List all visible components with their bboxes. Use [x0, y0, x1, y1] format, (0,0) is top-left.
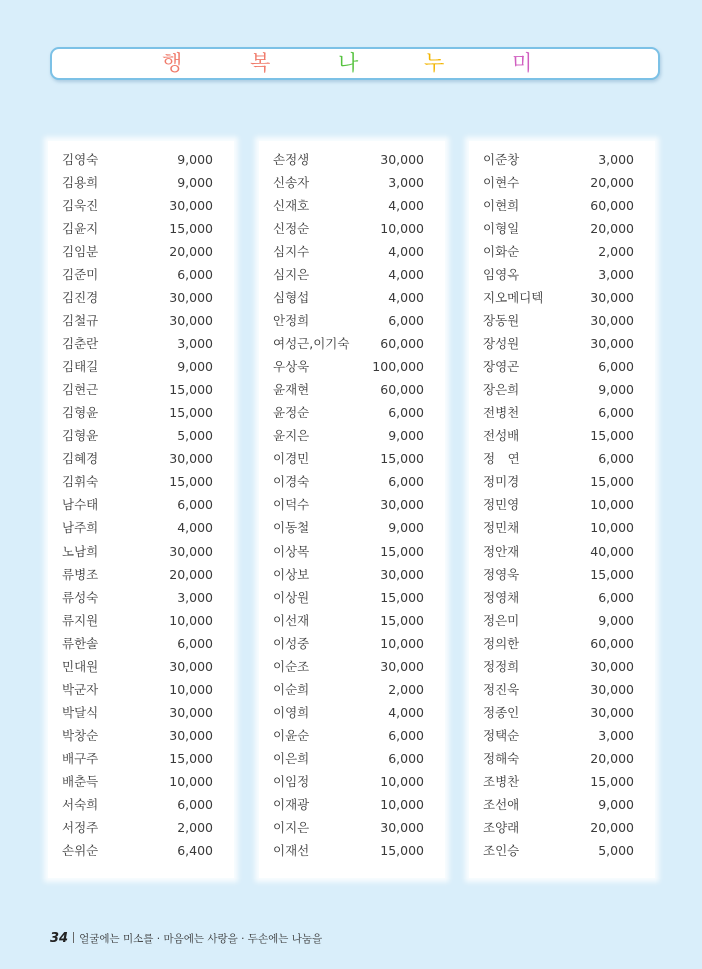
donation-amount: 30,000: [380, 658, 424, 674]
donation-amount: 4,000: [388, 198, 424, 214]
donor-name: 이형일: [483, 221, 520, 237]
donor-name: 이화순: [483, 244, 520, 260]
donor-row: [259, 449, 445, 469]
donor-name: 민대원: [62, 658, 99, 674]
donor-row: [48, 449, 234, 469]
donor-name: 남수태: [62, 497, 99, 513]
donor-row: [469, 680, 655, 700]
title-banner: [50, 47, 660, 80]
donation-amount: 30,000: [169, 658, 213, 674]
donation-amount: 15,000: [380, 612, 424, 628]
donation-amount: 9,000: [388, 520, 424, 536]
donor-name: 정민채: [483, 520, 520, 536]
donation-amount: 6,000: [177, 796, 213, 812]
donor-name: 신정순: [273, 221, 310, 237]
donor-row: [48, 749, 234, 769]
donation-amount: 20,000: [590, 175, 634, 191]
donor-row: [48, 242, 234, 262]
donor-name: 정택순: [483, 727, 520, 743]
donor-row: [469, 749, 655, 769]
donor-row: [469, 565, 655, 585]
donor-name: 김진경: [62, 290, 99, 306]
donor-row: [469, 472, 655, 492]
donor-row: [48, 150, 234, 170]
donor-row: [469, 818, 655, 838]
donor-row: [48, 472, 234, 492]
donation-amount: 6,000: [598, 359, 634, 375]
donor-row: [259, 380, 445, 400]
donor-name: 정종인: [483, 704, 520, 720]
donor-name: 이상원: [273, 589, 310, 605]
donor-name: 정 연: [483, 451, 520, 467]
donation-amount: 3,000: [598, 152, 634, 167]
donation-amount: 6,000: [177, 635, 213, 651]
donor-name: 장은희: [483, 382, 520, 398]
donation-amount: 9,000: [388, 428, 424, 444]
donor-name: 김임분: [62, 244, 99, 260]
donor-row: [48, 657, 234, 677]
donation-amount: 60,000: [380, 336, 424, 352]
donor-name: 이성중: [273, 635, 310, 651]
donor-row: [259, 749, 445, 769]
donor-row: [469, 150, 655, 170]
donation-amount: 3,000: [177, 589, 213, 605]
donation-amount: 30,000: [380, 497, 424, 513]
donation-amount: 6,000: [598, 405, 634, 421]
donor-name: 이재광: [273, 796, 310, 812]
donor-name: 신재호: [273, 198, 310, 214]
donor-row: [259, 357, 445, 377]
donor-name: 김철규: [62, 313, 99, 329]
page-footer: [50, 930, 322, 948]
donor-row: [259, 795, 445, 815]
donation-amount: 15,000: [590, 428, 634, 444]
title-char: 나: [338, 51, 359, 75]
donor-row: [469, 588, 655, 608]
donor-name: 신송자: [273, 175, 310, 191]
donor-row: [259, 726, 445, 746]
donor-name: 이순조: [273, 658, 310, 674]
donor-row: [259, 472, 445, 492]
donor-name: 김욱진: [62, 198, 99, 214]
donor-name: 이재선: [273, 842, 310, 858]
donor-row: [469, 265, 655, 285]
donor-row: [259, 657, 445, 677]
donation-amount: 2,000: [388, 681, 424, 697]
donor-row: [469, 357, 655, 377]
donor-row: [469, 403, 655, 423]
donor-row: [48, 288, 234, 308]
donor-name: 전성배: [483, 428, 520, 444]
donor-name: 서정주: [62, 819, 99, 835]
donation-amount: 6,000: [598, 451, 634, 467]
donor-name: 이현희: [483, 198, 520, 214]
donation-amount: 15,000: [169, 221, 213, 237]
donation-amount: 6,000: [388, 313, 424, 329]
donation-amount: 30,000: [590, 313, 634, 329]
donor-name: 심지수: [273, 244, 310, 260]
title-char: 행: [162, 51, 183, 75]
donor-row: [469, 518, 655, 538]
donor-row: [469, 173, 655, 193]
donation-amount: 4,000: [388, 704, 424, 720]
donation-amount: 10,000: [380, 635, 424, 651]
donation-amount: 6,400: [177, 842, 213, 858]
donor-name: 심형섭: [273, 290, 310, 306]
donation-amount: 30,000: [169, 451, 213, 467]
donor-row: [469, 449, 655, 469]
donor-row: [259, 588, 445, 608]
donor-name: 김춘란: [62, 336, 99, 352]
donor-row: [469, 611, 655, 631]
donor-name: 정해숙: [483, 750, 520, 766]
donation-amount: 30,000: [380, 152, 424, 167]
donation-amount: 60,000: [590, 198, 634, 214]
donation-amount: 9,000: [598, 382, 634, 398]
donation-amount: 15,000: [590, 773, 634, 789]
donor-row: [259, 818, 445, 838]
donation-amount: 30,000: [169, 198, 213, 214]
donation-amount: 40,000: [590, 543, 634, 559]
donor-name: 여성근,이기숙: [273, 336, 350, 352]
donor-row: [469, 288, 655, 308]
donation-amount: 20,000: [169, 244, 213, 260]
donor-row: [259, 542, 445, 562]
donation-amount: 10,000: [169, 612, 213, 628]
donation-amount: 2,000: [598, 244, 634, 260]
donation-amount: 30,000: [169, 313, 213, 329]
donor-name: 이동철: [273, 520, 310, 536]
donation-amount: 30,000: [380, 566, 424, 582]
donor-row: [259, 288, 445, 308]
donor-row: [259, 634, 445, 654]
donor-row: [48, 634, 234, 654]
donation-amount: 30,000: [169, 543, 213, 559]
footer-divider: [73, 932, 74, 943]
footer-slogan: 얼굴에는 미소를 · 마음에는 사랑을 · 두손에는 나눔을: [79, 933, 323, 945]
donor-name: 남주희: [62, 520, 99, 536]
donation-amount: 30,000: [590, 704, 634, 720]
donor-name: 이준창: [483, 152, 520, 167]
donor-row: [48, 703, 234, 723]
donor-name: 정미경: [483, 474, 520, 490]
donor-row: [48, 196, 234, 216]
donor-name: 우상욱: [273, 359, 310, 375]
donor-name: 이윤순: [273, 727, 310, 743]
donor-column-2: [259, 141, 445, 878]
donor-row: [48, 518, 234, 538]
donor-row: [48, 334, 234, 354]
donor-row: [48, 588, 234, 608]
donor-row: [48, 426, 234, 446]
donor-name: 이상목: [273, 543, 310, 559]
donation-amount: 15,000: [169, 405, 213, 421]
donor-row: [48, 495, 234, 515]
donation-amount: 6,000: [388, 405, 424, 421]
donation-amount: 20,000: [169, 566, 213, 582]
donor-row: [48, 542, 234, 562]
title-char: 복: [250, 51, 271, 75]
donor-row: [48, 565, 234, 585]
donor-name: 정정희: [483, 658, 520, 674]
donor-row: [48, 772, 234, 792]
donation-amount: 15,000: [380, 842, 424, 858]
donor-row: [48, 311, 234, 331]
donor-name: 지오메디텍: [483, 290, 544, 306]
donation-amount: 15,000: [169, 474, 213, 490]
donor-name: 김윤지: [62, 221, 99, 237]
donor-name: 노남희: [62, 543, 99, 559]
donor-row: [259, 426, 445, 446]
donation-amount: 100,000: [372, 359, 424, 375]
donor-name: 이선재: [273, 612, 310, 628]
donation-amount: 10,000: [590, 497, 634, 513]
donation-amount: 20,000: [590, 819, 634, 835]
donor-name: 장영곤: [483, 359, 520, 375]
donor-name: 류지원: [62, 612, 99, 628]
donor-row: [48, 380, 234, 400]
donation-amount: 2,000: [177, 819, 213, 835]
donation-amount: 10,000: [380, 221, 424, 237]
donor-name: 이은희: [273, 750, 310, 766]
donor-name: 조선애: [483, 796, 520, 812]
donor-name: 김혜경: [62, 451, 99, 467]
donor-row: [259, 311, 445, 331]
donor-row: [48, 841, 234, 861]
donor-name: 심지은: [273, 267, 310, 283]
donor-name: 장성원: [483, 336, 520, 352]
donation-amount: 10,000: [169, 681, 213, 697]
donation-amount: 5,000: [598, 842, 634, 858]
donation-amount: 9,000: [598, 796, 634, 812]
donor-name: 류성숙: [62, 589, 99, 605]
donor-name: 배춘득: [62, 773, 99, 789]
donor-row: [469, 334, 655, 354]
donation-amount: 30,000: [590, 658, 634, 674]
donor-row: [469, 426, 655, 446]
donation-amount: 9,000: [177, 152, 213, 167]
donor-row: [469, 772, 655, 792]
donor-row: [48, 265, 234, 285]
donor-name: 류병조: [62, 566, 99, 582]
donor-row: [259, 150, 445, 170]
donation-amount: 15,000: [380, 589, 424, 605]
donation-amount: 5,000: [177, 428, 213, 444]
donation-amount: 3,000: [388, 175, 424, 191]
donor-row: [48, 726, 234, 746]
donation-amount: 6,000: [177, 497, 213, 513]
donor-name: 김태길: [62, 359, 99, 375]
donor-name: 정안재: [483, 543, 520, 559]
donation-amount: 4,000: [388, 267, 424, 283]
donor-row: [48, 173, 234, 193]
donor-row: [469, 795, 655, 815]
donor-row: [259, 265, 445, 285]
donation-amount: 4,000: [388, 244, 424, 260]
donation-amount: 4,000: [388, 290, 424, 306]
donor-row: [48, 357, 234, 377]
donor-row: [469, 242, 655, 262]
donor-row: [48, 611, 234, 631]
donation-amount: 15,000: [590, 566, 634, 582]
donation-amount: 15,000: [590, 474, 634, 490]
donor-name: 윤정순: [273, 405, 310, 421]
donor-name: 정은미: [483, 612, 520, 628]
donor-name: 손위순: [62, 842, 99, 858]
donor-row: [469, 726, 655, 746]
donor-row: [259, 565, 445, 585]
donation-amount: 30,000: [590, 681, 634, 697]
donor-name: 김준미: [62, 267, 99, 283]
donor-row: [469, 311, 655, 331]
donor-name: 안정희: [273, 313, 310, 329]
donor-row: [469, 703, 655, 723]
donor-name: 조인승: [483, 842, 520, 858]
donor-row: [48, 818, 234, 838]
donor-row: [469, 196, 655, 216]
donor-row: [469, 542, 655, 562]
donor-name: 손정생: [273, 152, 310, 167]
donation-amount: 10,000: [590, 520, 634, 536]
title-char: 누: [424, 51, 445, 75]
donation-amount: 15,000: [380, 451, 424, 467]
donor-name: 이경숙: [273, 474, 310, 490]
donor-row: [259, 518, 445, 538]
donation-amount: 6,000: [598, 589, 634, 605]
donation-amount: 20,000: [590, 221, 634, 237]
donor-name: 김형윤: [62, 428, 99, 444]
donor-name: 전병천: [483, 405, 520, 421]
donor-row: [48, 795, 234, 815]
donor-row: [259, 242, 445, 262]
title-char: 미: [512, 51, 533, 75]
donation-amount: 10,000: [380, 773, 424, 789]
donation-amount: 30,000: [590, 290, 634, 306]
donation-amount: 30,000: [169, 290, 213, 306]
donation-amount: 6,000: [388, 750, 424, 766]
donor-row: [259, 196, 445, 216]
donor-name: 박창순: [62, 727, 99, 743]
donor-name: 이영희: [273, 704, 310, 720]
donor-name: 김형윤: [62, 405, 99, 421]
donor-name: 이지은: [273, 819, 310, 835]
donation-amount: 6,000: [177, 267, 213, 283]
donor-row: [469, 495, 655, 515]
donor-name: 이상보: [273, 566, 310, 582]
donation-amount: 10,000: [380, 796, 424, 812]
donation-amount: 9,000: [177, 175, 213, 191]
donor-row: [259, 334, 445, 354]
donor-row: [48, 219, 234, 239]
donation-amount: 30,000: [169, 704, 213, 720]
donor-name: 이임정: [273, 773, 310, 789]
donor-row: [469, 219, 655, 239]
donor-row: [259, 495, 445, 515]
donation-amount: 15,000: [169, 750, 213, 766]
donor-row: [48, 680, 234, 700]
donor-row: [259, 772, 445, 792]
donor-name: 김현근: [62, 382, 99, 398]
donation-amount: 60,000: [380, 382, 424, 398]
donor-row: [259, 680, 445, 700]
donation-amount: 30,000: [380, 819, 424, 835]
donor-name: 김휘숙: [62, 474, 99, 490]
donor-name: 정민영: [483, 497, 520, 513]
donation-amount: 30,000: [169, 727, 213, 743]
donor-row: [259, 611, 445, 631]
donor-name: 이순희: [273, 681, 310, 697]
donation-amount: 3,000: [598, 267, 634, 283]
donor-name: 임영옥: [483, 267, 520, 283]
donation-amount: 30,000: [590, 336, 634, 352]
donor-name: 윤지은: [273, 428, 310, 444]
donor-name: 장동원: [483, 313, 520, 329]
donation-amount: 3,000: [598, 727, 634, 743]
donor-row: [48, 403, 234, 423]
donor-row: [259, 703, 445, 723]
donor-name: 정영욱: [483, 566, 520, 582]
donor-name: 김용희: [62, 175, 99, 191]
donation-amount: 6,000: [388, 727, 424, 743]
donation-amount: 20,000: [590, 750, 634, 766]
donor-row: [469, 657, 655, 677]
donor-name: 서숙희: [62, 796, 99, 812]
donor-row: [469, 841, 655, 861]
donor-column-1: [48, 141, 234, 878]
donor-row: [259, 841, 445, 861]
donor-name: 이경민: [273, 451, 310, 467]
donation-amount: 3,000: [177, 336, 213, 352]
donation-amount: 15,000: [169, 382, 213, 398]
donor-name: 이현수: [483, 175, 520, 191]
donation-amount: 4,000: [177, 520, 213, 536]
donor-row: [469, 380, 655, 400]
donor-row: [259, 173, 445, 193]
donation-amount: 6,000: [388, 474, 424, 490]
donor-name: 배구주: [62, 750, 99, 766]
page-number: 34: [50, 931, 69, 946]
donor-name: 박달식: [62, 704, 99, 720]
donor-name: 이덕수: [273, 497, 310, 513]
donor-name: 조병찬: [483, 773, 520, 789]
donor-row: [469, 634, 655, 654]
donation-amount: 60,000: [590, 635, 634, 651]
donation-amount: 9,000: [177, 359, 213, 375]
donor-name: 정영채: [483, 589, 520, 605]
donor-name: 류한솔: [62, 635, 99, 651]
donor-name: 김영숙: [62, 152, 99, 167]
donation-amount: 9,000: [598, 612, 634, 628]
donor-name: 조양래: [483, 819, 520, 835]
donation-amount: 15,000: [380, 543, 424, 559]
donor-name: 박군자: [62, 681, 99, 697]
donor-column-3: [469, 141, 655, 878]
donor-row: [259, 219, 445, 239]
donor-name: 윤재현: [273, 382, 310, 398]
donor-name: 정의한: [483, 635, 520, 651]
donation-amount: 10,000: [169, 773, 213, 789]
donor-name: 정진욱: [483, 681, 520, 697]
donor-row: [259, 403, 445, 423]
